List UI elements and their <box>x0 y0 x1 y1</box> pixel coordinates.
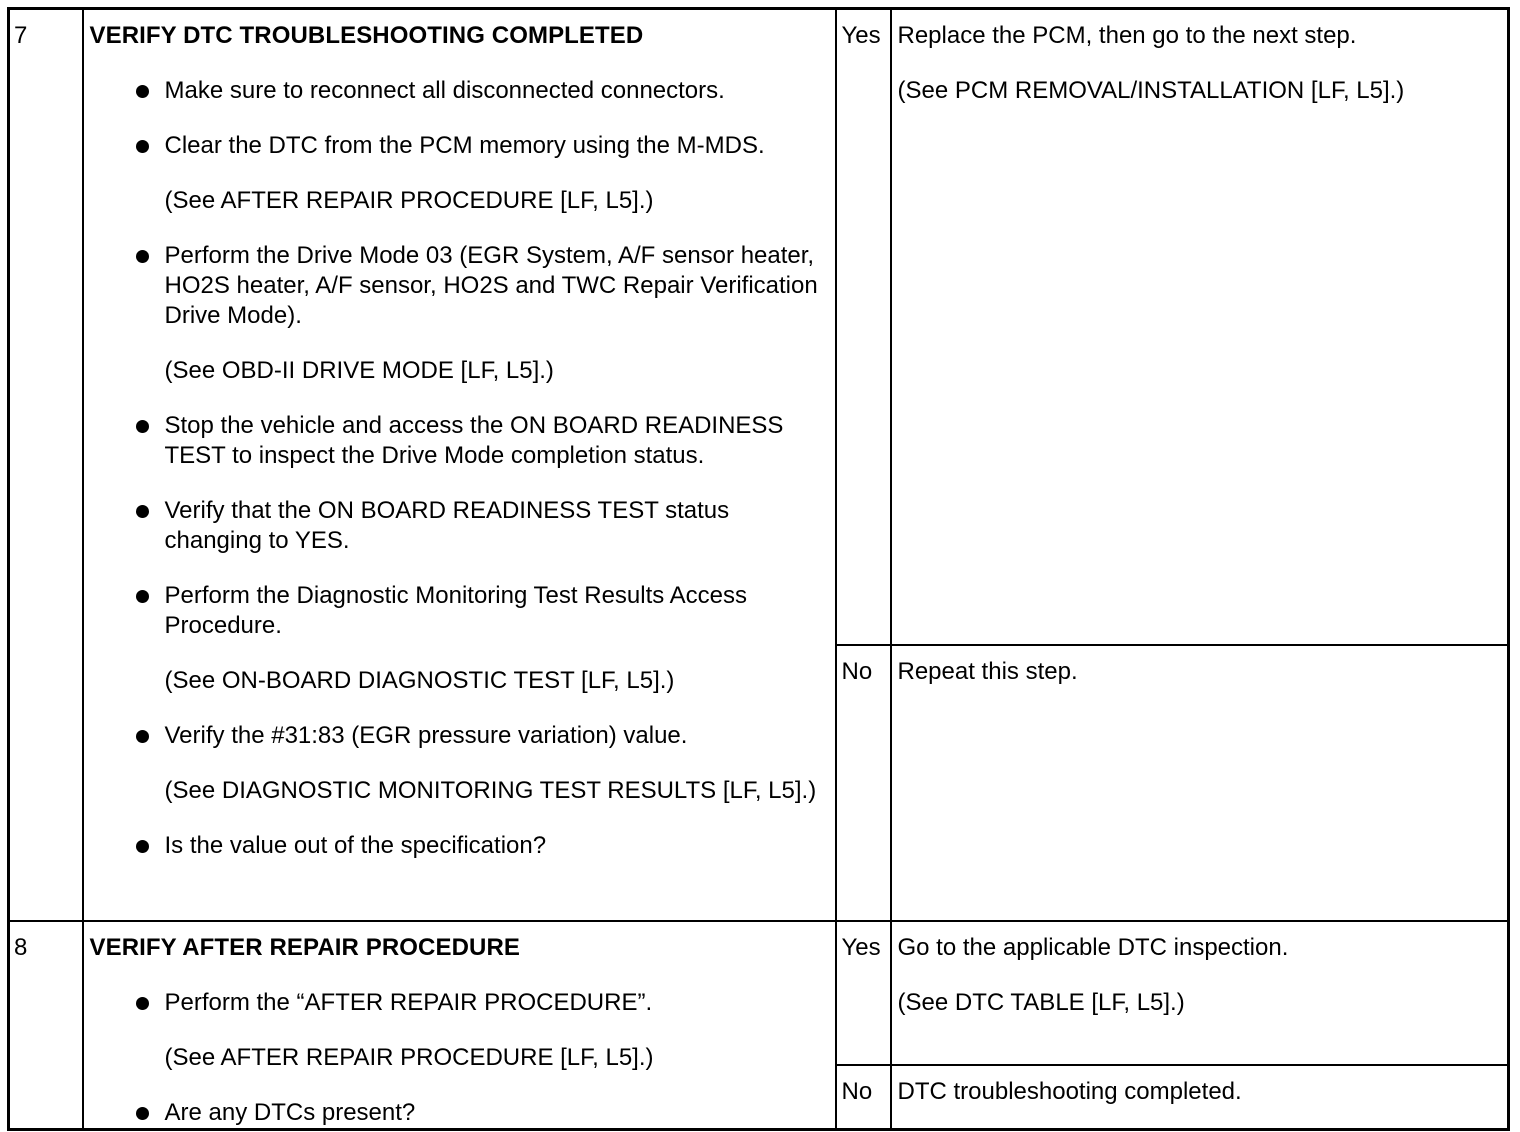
step-number: 7 <box>14 22 28 49</box>
list-item: Clear the DTC from the PCM memory using the M-MDS. <box>90 131 829 161</box>
step-8-no-outcome-cell <box>891 1065 1509 1130</box>
step-8-checklist <box>90 988 829 1128</box>
outcome-text: Replace the PCM, then go to the next step. <box>897 22 1357 49</box>
list-item: Verify that the ON BOARD READINESS TEST status changing to YES. <box>90 496 829 556</box>
step-8-no-label-cell <box>836 1065 891 1130</box>
result-label-yes: Yes <box>841 22 881 49</box>
step-8-yes-outcome-cell <box>891 921 1509 1065</box>
list-item: Make sure to reconnect all disconnected connectors. <box>90 76 829 106</box>
result-label-no: No <box>841 1077 873 1105</box>
list-item: Perform the Diagnostic Monitoring Test Results Access Procedure. <box>90 581 829 641</box>
list-item: Stop the vehicle and access the ON BOARD READINESS TEST to inspect the Drive Mode completion status. <box>90 411 829 471</box>
step-7-no-label-cell <box>836 645 891 921</box>
list-item: (See OBD-II DRIVE MODE [LF, L5].) <box>164 357 554 384</box>
step-7-yes-outcome-cell <box>891 9 1509 645</box>
outcome-text: Repeat this step. <box>897 657 1078 685</box>
outcome-text: DTC troubleshooting completed. <box>897 1077 1242 1105</box>
list-item: Verify the #31:83 (EGR pressure variation) value. <box>90 721 829 751</box>
list-item: (See ON-BOARD DIAGNOSTIC TEST [LF, L5].) <box>164 667 675 694</box>
list-item: Is the value out of the specification? <box>90 831 829 861</box>
step-title: VERIFY DTC TROUBLESHOOTING COMPLETED <box>89 22 644 49</box>
diagnostic-procedure-table <box>7 7 1510 1131</box>
result-label-yes: Yes <box>841 933 881 961</box>
list-item: (See AFTER REPAIR PROCEDURE [LF, L5].) <box>164 1043 654 1071</box>
list-item: Perform the Drive Mode 03 (EGR System, A/F sensor heater, HO2S heater, A/F sensor, HO2S and TWC Repair Verification Drive Mode). <box>90 241 829 331</box>
result-label-no: No <box>841 657 873 685</box>
step-7-yes-label-cell <box>836 9 891 645</box>
list-item: (See DIAGNOSTIC MONITORING TEST RESULTS [LF, L5].) <box>164 777 817 804</box>
list-item: (See AFTER REPAIR PROCEDURE [LF, L5].) <box>164 187 654 214</box>
outcome-text: Go to the applicable DTC inspection. <box>897 933 1289 961</box>
outcome-reference: (See PCM REMOVAL/INSTALLATION [LF, L5].) <box>897 77 1405 104</box>
list-item: Perform the “AFTER REPAIR PROCEDURE”. <box>90 988 829 1018</box>
step-7-number-cell <box>9 9 83 921</box>
step-8-action-cell <box>83 921 836 1130</box>
step-7-no-outcome-cell <box>891 645 1509 921</box>
step-8-number-cell <box>9 921 83 1130</box>
list-item: Are any DTCs present? <box>90 1098 829 1128</box>
step-7-action-cell <box>83 9 836 921</box>
step-7-checklist <box>90 76 829 861</box>
step-8-yes-row <box>9 921 1509 1065</box>
step-8-yes-label-cell <box>836 921 891 1065</box>
step-title: VERIFY AFTER REPAIR PROCEDURE <box>89 933 521 961</box>
step-7-yes-row <box>9 9 1509 645</box>
outcome-reference: (See DTC TABLE [LF, L5].) <box>897 988 1185 1016</box>
step-number: 8 <box>14 933 28 961</box>
